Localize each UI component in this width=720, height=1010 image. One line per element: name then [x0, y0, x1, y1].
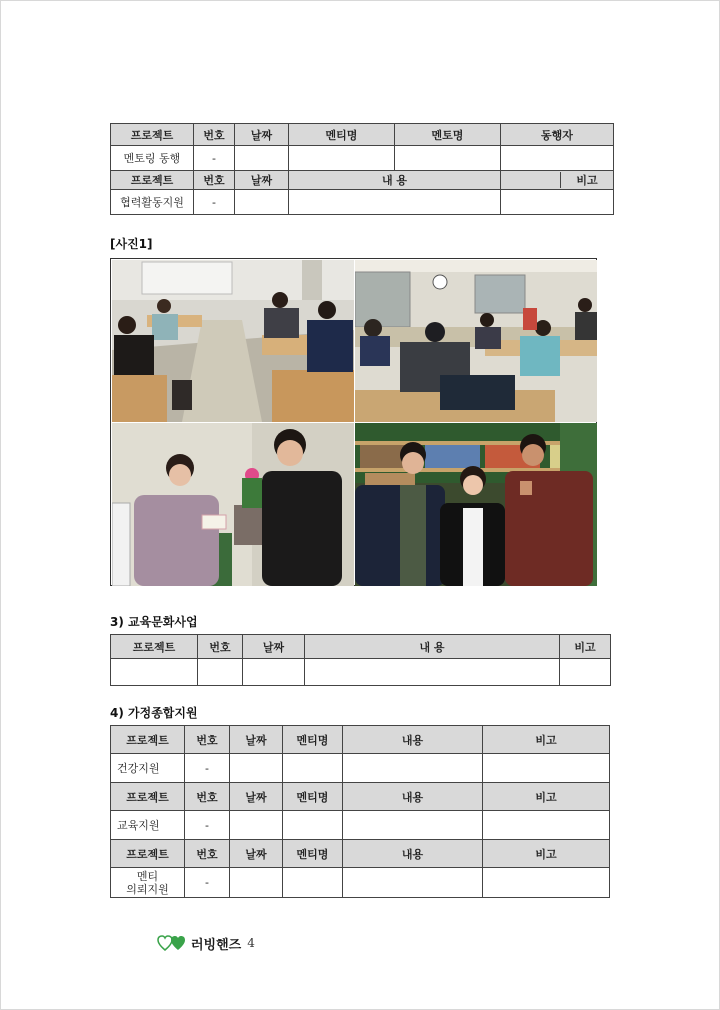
- header-cell: 번호: [198, 635, 243, 659]
- header-cell: 날짜: [230, 783, 283, 811]
- classroom-photo-2: [355, 260, 597, 422]
- header-cell: 내용: [343, 840, 483, 868]
- table-cell: -: [185, 868, 230, 898]
- footer: [157, 933, 255, 953]
- header-cell: 비고: [483, 726, 610, 754]
- footer-brand: 러빙핸즈: [191, 937, 242, 953]
- header-cell: 날짜: [243, 635, 305, 659]
- table-row: [111, 659, 611, 686]
- header-cell: 비고: [483, 783, 610, 811]
- table-row: [111, 754, 610, 783]
- table-cell: [283, 811, 343, 840]
- table-cell: [343, 811, 483, 840]
- table-cell: -: [194, 146, 235, 171]
- table-cell: [230, 868, 283, 898]
- header-cell: 프로젝트: [111, 726, 185, 754]
- table-cell: [343, 868, 483, 898]
- classroom-photo-1: [112, 260, 354, 422]
- header-cell: 내 용: [305, 635, 560, 659]
- table-header-row: [111, 124, 614, 146]
- education-culture-table: [110, 634, 611, 686]
- header-cell: 멘토명: [395, 124, 501, 146]
- table-cell: -: [194, 190, 235, 215]
- mentoring-table: [110, 123, 614, 215]
- photo-grid: [110, 258, 597, 586]
- group-photo: [355, 423, 597, 586]
- header-cell: 내용: [343, 783, 483, 811]
- table-cell: [235, 190, 289, 215]
- table-cell: [483, 811, 610, 840]
- header-cell: 동행자: [501, 124, 614, 146]
- section-title: 4) 가정종합지원: [110, 706, 198, 720]
- table-row: [111, 190, 614, 215]
- section-title: 3) 교육문화사업: [110, 615, 198, 629]
- table-cell: [483, 754, 610, 783]
- header-cell: 번호: [194, 171, 235, 190]
- table-cell: -: [185, 811, 230, 840]
- table-cell: [198, 659, 243, 686]
- header-cell: 날짜: [235, 124, 289, 146]
- header-cell: 번호: [185, 726, 230, 754]
- table-header-row: [111, 635, 611, 659]
- header-cell: 멘티명: [283, 783, 343, 811]
- table-header-row: [111, 726, 610, 754]
- table-cell: [283, 868, 343, 898]
- header-cell: 프로젝트: [111, 783, 185, 811]
- table-cell: [501, 146, 614, 171]
- table-cell: [305, 659, 560, 686]
- table-cell: 교육지원: [111, 811, 185, 840]
- cell-line: 멘티: [136, 869, 159, 883]
- table-cell: [243, 659, 305, 686]
- table-cell: [289, 190, 501, 215]
- table-row: [111, 811, 610, 840]
- table-cell: [235, 146, 289, 171]
- header-cell: 프로젝트: [111, 124, 194, 146]
- table-row: [111, 868, 610, 898]
- cell-line: 의뢰지원: [126, 882, 169, 896]
- header-cell: 비고: [483, 840, 610, 868]
- header-cell: 번호: [185, 840, 230, 868]
- table-header-row: [111, 840, 610, 868]
- table-cell: [111, 868, 185, 898]
- photo-label: [사진1]: [110, 237, 153, 251]
- header-cell: 프로젝트: [111, 840, 185, 868]
- table-cell: [395, 146, 501, 171]
- header-cell: 프로젝트: [111, 171, 194, 190]
- table-cell: [230, 811, 283, 840]
- header-cell: 멘티명: [283, 840, 343, 868]
- header-cell: 번호: [194, 124, 235, 146]
- header-cell: [501, 171, 614, 190]
- table-cell: [283, 754, 343, 783]
- header-cell-text: 비고: [576, 174, 598, 187]
- table-cell: 협력활동지원: [111, 190, 194, 215]
- table-cell: [289, 146, 395, 171]
- header-cell: 날짜: [230, 726, 283, 754]
- header-cell: 번호: [185, 783, 230, 811]
- gift-photo: [112, 423, 354, 586]
- table-cell: [111, 659, 198, 686]
- hearts-logo-icon: [157, 934, 187, 952]
- family-support-table: [110, 725, 610, 898]
- table-cell: 멘토링 동행: [111, 146, 194, 171]
- header-cell: 내용: [343, 726, 483, 754]
- table-cell: [230, 754, 283, 783]
- table-cell: [343, 754, 483, 783]
- header-cell: 프로젝트: [111, 635, 198, 659]
- table-cell: [560, 659, 611, 686]
- header-cell: [289, 171, 501, 190]
- table-cell: [483, 868, 610, 898]
- table-cell: 건강지원: [111, 754, 185, 783]
- header-cell: 멘티명: [289, 124, 395, 146]
- table-header-row: [111, 171, 614, 190]
- header-cell: 비고: [560, 635, 611, 659]
- header-cell-text: 내 용: [381, 174, 408, 187]
- table-row: [111, 146, 614, 171]
- table-header-row: [111, 783, 610, 811]
- header-cell: 날짜: [230, 840, 283, 868]
- header-cell: 날짜: [235, 171, 289, 190]
- header-cell: 멘티명: [283, 726, 343, 754]
- table-cell: [501, 190, 614, 215]
- page-number: 4: [247, 936, 255, 950]
- table-cell: -: [185, 754, 230, 783]
